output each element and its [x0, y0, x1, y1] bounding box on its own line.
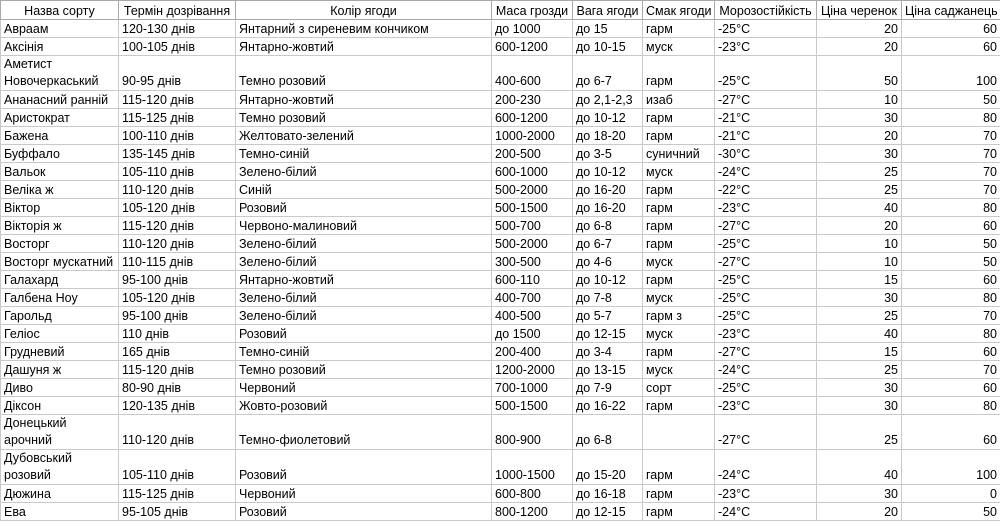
cell-frost[interactable]: -25°C [715, 289, 817, 307]
cell-color[interactable]: Червоний [236, 379, 492, 397]
cell-cutting-price[interactable]: 20 [817, 20, 902, 38]
cell-name[interactable] [1, 20, 119, 38]
cell-name-line: Аметист [4, 57, 53, 71]
cell-seedling-price[interactable]: 70 [902, 181, 1000, 199]
header-cell-weight[interactable]: Вага ягоди [573, 1, 643, 20]
cell-seedling-price[interactable]: 80 [902, 109, 1000, 127]
cell-mass[interactable]: 500-2000 [492, 181, 573, 199]
cell-name[interactable] [1, 217, 119, 235]
cell-color[interactable]: Зелено-білий [236, 163, 492, 181]
cell-name-line: Бажена [4, 129, 49, 143]
cell-seedling-price[interactable]: 70 [902, 361, 1000, 379]
table-row [1, 109, 1000, 127]
cell-name-line: Восторг [4, 237, 50, 251]
cell-weight[interactable]: до 16-22 [573, 397, 643, 415]
cell-taste[interactable]: гарм [643, 450, 715, 485]
cell-name-line: Аксінія [4, 40, 44, 54]
cell-weight[interactable]: до 16-18 [573, 485, 643, 503]
table-row [1, 397, 1000, 415]
table-row [1, 325, 1000, 343]
table-row [1, 361, 1000, 379]
cell-term[interactable]: 115-125 днів [119, 485, 236, 503]
cell-frost[interactable]: -22°C [715, 181, 817, 199]
table-row [1, 415, 1000, 450]
cell-name[interactable] [1, 361, 119, 379]
cell-mass[interactable]: 500-1500 [492, 199, 573, 217]
cell-name-line: Буффало [4, 147, 60, 161]
cell-taste[interactable]: муск [643, 325, 715, 343]
table-row [1, 503, 1000, 521]
cell-name-line: Галахард [4, 273, 59, 287]
cell-cutting-price[interactable]: 40 [817, 325, 902, 343]
cell-name[interactable] [1, 163, 119, 181]
cell-term[interactable]: 110-115 днів [119, 253, 236, 271]
cell-cutting-price[interactable]: 30 [817, 289, 902, 307]
cell-term[interactable]: 115-120 днів [119, 91, 236, 109]
cell-seedling-price[interactable]: 80 [902, 289, 1000, 307]
cell-frost[interactable]: -24°C [715, 503, 817, 521]
cell-mass[interactable]: 200-500 [492, 145, 573, 163]
cell-taste[interactable]: изаб [643, 91, 715, 109]
cell-frost[interactable]: -25°C [715, 379, 817, 397]
cell-name[interactable] [1, 307, 119, 325]
cell-name[interactable] [1, 199, 119, 217]
cell-name[interactable] [1, 56, 119, 91]
cell-frost[interactable]: -23°C [715, 485, 817, 503]
cell-cutting-price[interactable]: 30 [817, 397, 902, 415]
cell-cutting-price[interactable]: 40 [817, 450, 902, 485]
cell-frost[interactable]: -24°C [715, 450, 817, 485]
cell-name-line: Аристократ [4, 111, 70, 125]
cell-name[interactable] [1, 253, 119, 271]
cell-cutting-price[interactable]: 25 [817, 415, 902, 450]
cell-name[interactable] [1, 325, 119, 343]
cell-frost[interactable]: -24°C [715, 361, 817, 379]
cell-cutting-price[interactable]: 10 [817, 91, 902, 109]
cell-seedling-price[interactable]: 70 [902, 307, 1000, 325]
cell-weight[interactable]: до 4-6 [573, 253, 643, 271]
cell-weight[interactable]: до 12-15 [573, 503, 643, 521]
cell-cutting-price[interactable]: 40 [817, 199, 902, 217]
cell-mass[interactable]: 200-230 [492, 91, 573, 109]
cell-taste[interactable]: гарм з [643, 307, 715, 325]
cell-term[interactable]: 120-130 днів [119, 20, 236, 38]
cell-weight[interactable]: до 3-4 [573, 343, 643, 361]
cell-name[interactable] [1, 181, 119, 199]
cell-weight[interactable]: до 7-9 [573, 379, 643, 397]
cell-name-line: Геліос [4, 327, 40, 341]
cell-cutting-price[interactable]: 15 [817, 343, 902, 361]
cell-weight[interactable]: до 10-12 [573, 271, 643, 289]
cell-color[interactable]: Зелено-білий [236, 235, 492, 253]
cell-mass[interactable]: 500-1500 [492, 397, 573, 415]
cell-term[interactable]: 105-120 днів [119, 199, 236, 217]
header-row [1, 1, 1000, 20]
cell-name[interactable] [1, 450, 119, 485]
cell-weight[interactable]: до 16-20 [573, 199, 643, 217]
cell-mass[interactable]: 400-700 [492, 289, 573, 307]
cell-color[interactable]: Темно розовий [236, 56, 492, 91]
cell-frost[interactable]: -27°C [715, 253, 817, 271]
cell-color[interactable]: Желтовато-зелений [236, 127, 492, 145]
cell-mass[interactable]: 600-800 [492, 485, 573, 503]
cell-weight[interactable]: до 5-7 [573, 307, 643, 325]
cell-frost[interactable]: -27°C [715, 415, 817, 450]
cell-term[interactable]: 95-100 днів [119, 307, 236, 325]
cell-taste[interactable]: гарм [643, 235, 715, 253]
cell-cutting-price[interactable]: 25 [817, 163, 902, 181]
cell-taste[interactable]: муск [643, 289, 715, 307]
cell-frost[interactable]: -27°C [715, 91, 817, 109]
cell-cutting-price[interactable]: 25 [817, 361, 902, 379]
cell-mass[interactable]: 400-500 [492, 307, 573, 325]
cell-color[interactable]: Жовто-розовий [236, 397, 492, 415]
cell-seedling-price[interactable]: 100 [902, 450, 1000, 485]
cell-term[interactable]: 95-105 днів [119, 503, 236, 521]
cell-weight[interactable]: до 6-7 [573, 235, 643, 253]
cell-color[interactable]: Розовий [236, 503, 492, 521]
cell-taste[interactable]: суничний [643, 145, 715, 163]
cell-mass[interactable]: 300-500 [492, 253, 573, 271]
cell-name[interactable] [1, 343, 119, 361]
cell-seedling-price[interactable]: 80 [902, 325, 1000, 343]
cell-name-line: Донецький [4, 416, 67, 430]
cell-color[interactable]: Червоно-малиновий [236, 217, 492, 235]
table-row [1, 307, 1000, 325]
cell-weight[interactable]: до 2,1-2,3 [573, 91, 643, 109]
cell-taste[interactable]: гарм [643, 127, 715, 145]
cell-cutting-price[interactable]: 50 [817, 56, 902, 91]
cell-cutting-price[interactable]: 30 [817, 379, 902, 397]
cell-name-line: Дюжина [4, 487, 51, 501]
cell-mass[interactable]: 400-600 [492, 56, 573, 91]
table-row [1, 289, 1000, 307]
cell-taste[interactable]: гарм [643, 109, 715, 127]
table-row [1, 145, 1000, 163]
cell-term[interactable]: 90-95 днів [119, 56, 236, 91]
header-cell-color[interactable]: Колір ягоди [236, 1, 492, 20]
cell-term[interactable]: 100-110 днів [119, 127, 236, 145]
cell-frost[interactable]: -30°C [715, 145, 817, 163]
cell-weight[interactable]: до 15-20 [573, 450, 643, 485]
cell-seedling-price[interactable]: 60 [902, 217, 1000, 235]
cell-taste[interactable]: сорт [643, 379, 715, 397]
cell-taste[interactable]: гарм [643, 217, 715, 235]
cell-mass[interactable]: 500-2000 [492, 235, 573, 253]
header-cell-taste[interactable]: Смак ягоди [643, 1, 715, 20]
cell-cutting-price[interactable]: 20 [817, 503, 902, 521]
table-row [1, 450, 1000, 485]
table-row [1, 199, 1000, 217]
cell-weight[interactable]: до 7-8 [573, 289, 643, 307]
cell-color[interactable]: Синій [236, 181, 492, 199]
cell-cutting-price[interactable]: 10 [817, 235, 902, 253]
cell-name[interactable] [1, 127, 119, 145]
cell-name[interactable] [1, 503, 119, 521]
cell-mass[interactable]: 600-110 [492, 271, 573, 289]
cell-mass[interactable]: 600-1000 [492, 163, 573, 181]
cell-cutting-price[interactable]: 10 [817, 253, 902, 271]
cell-weight[interactable]: до 6-7 [573, 56, 643, 91]
cell-frost[interactable]: -25°C [715, 271, 817, 289]
cell-name-line: Диво [4, 381, 33, 395]
cell-term[interactable]: 110 днів [119, 325, 236, 343]
cell-term[interactable]: 165 днів [119, 343, 236, 361]
table-row [1, 91, 1000, 109]
cell-name-line: Ева [4, 505, 26, 519]
cell-seedling-price[interactable]: 60 [902, 271, 1000, 289]
cell-name-line: Грудневий [4, 345, 65, 359]
cell-frost[interactable]: -25°C [715, 235, 817, 253]
cell-term[interactable]: 120-135 днів [119, 397, 236, 415]
cell-seedling-price[interactable]: 50 [902, 91, 1000, 109]
cell-name[interactable] [1, 91, 119, 109]
cell-mass[interactable]: 200-400 [492, 343, 573, 361]
cell-seedling-price[interactable]: 70 [902, 145, 1000, 163]
cell-seedling-price[interactable]: 60 [902, 415, 1000, 450]
cell-mass[interactable]: 1000-1500 [492, 450, 573, 485]
cell-mass[interactable]: 1000-2000 [492, 127, 573, 145]
cell-taste[interactable]: гарм [643, 20, 715, 38]
table-row [1, 379, 1000, 397]
cell-color[interactable]: Янтарно-жовтий [236, 271, 492, 289]
cell-seedling-price[interactable]: 60 [902, 379, 1000, 397]
table-row [1, 217, 1000, 235]
cell-term[interactable]: 100-105 днів [119, 38, 236, 56]
table-row [1, 271, 1000, 289]
cell-mass[interactable]: до 1500 [492, 325, 573, 343]
cell-term[interactable]: 110-120 днів [119, 235, 236, 253]
cell-mass[interactable]: 600-1200 [492, 38, 573, 56]
cell-name-line: Ананасний ранній [4, 93, 109, 107]
table-row [1, 56, 1000, 91]
cell-color[interactable]: Зелено-білий [236, 253, 492, 271]
cell-name-line: Восторг мускатний [4, 255, 114, 269]
cell-weight[interactable]: до 10-15 [573, 38, 643, 56]
cell-taste[interactable]: гарм [643, 343, 715, 361]
cell-name-line: Новочеркаський [4, 74, 99, 88]
cell-weight[interactable]: до 6-8 [573, 415, 643, 450]
cell-frost[interactable]: -23°C [715, 325, 817, 343]
cell-color[interactable]: Зелено-білий [236, 289, 492, 307]
cell-taste[interactable]: гарм [643, 56, 715, 91]
cell-seedling-price[interactable]: 50 [902, 235, 1000, 253]
cell-mass[interactable]: 500-700 [492, 217, 573, 235]
cell-color[interactable]: Розовий [236, 199, 492, 217]
cell-term[interactable]: 115-125 днів [119, 109, 236, 127]
cell-name-line: Вальок [4, 165, 46, 179]
cell-cutting-price[interactable]: 30 [817, 145, 902, 163]
cell-name[interactable] [1, 145, 119, 163]
cell-name[interactable] [1, 109, 119, 127]
cell-frost[interactable]: -21°C [715, 127, 817, 145]
cell-name-line: Галбена Ноу [4, 291, 78, 305]
table-row [1, 127, 1000, 145]
header-cell-term[interactable]: Термін дозрівання [119, 1, 236, 20]
cell-name-line: арочний [4, 433, 52, 447]
cell-color[interactable]: Зелено-білий [236, 307, 492, 325]
cell-name-line: Віктор [4, 201, 41, 215]
header-cell-cutting-price[interactable]: Ціна черенок [817, 1, 902, 20]
cell-term[interactable]: 95-100 днів [119, 271, 236, 289]
cell-name-line: Дубовський [4, 451, 72, 465]
cell-seedling-price[interactable]: 70 [902, 127, 1000, 145]
cell-seedling-price[interactable]: 60 [902, 38, 1000, 56]
cell-color[interactable]: Червоний [236, 485, 492, 503]
cell-color[interactable]: Янтарно-жовтий [236, 38, 492, 56]
cell-cutting-price[interactable]: 25 [817, 181, 902, 199]
cell-taste[interactable] [643, 415, 715, 450]
table-row [1, 343, 1000, 361]
cell-weight[interactable]: до 12-15 [573, 325, 643, 343]
cell-cutting-price[interactable]: 30 [817, 109, 902, 127]
cell-name-line: Авраам [4, 22, 49, 36]
cell-seedling-price[interactable]: 100 [902, 56, 1000, 91]
cell-name-line: Вікторія ж [4, 219, 62, 233]
cell-name[interactable] [1, 289, 119, 307]
cell-weight[interactable]: до 18-20 [573, 127, 643, 145]
cell-taste[interactable]: гарм [643, 199, 715, 217]
cell-cutting-price[interactable]: 25 [817, 307, 902, 325]
cell-weight[interactable]: до 10-12 [573, 109, 643, 127]
cell-mass[interactable]: 800-1200 [492, 503, 573, 521]
table-row [1, 253, 1000, 271]
cell-mass[interactable]: 700-1000 [492, 379, 573, 397]
cell-taste[interactable]: муск [643, 163, 715, 181]
cell-weight[interactable]: до 3-5 [573, 145, 643, 163]
cell-term[interactable]: 105-110 днів [119, 163, 236, 181]
cell-color[interactable]: Темно-синій [236, 343, 492, 361]
cell-taste[interactable]: гарм [643, 397, 715, 415]
cell-frost[interactable]: -27°C [715, 343, 817, 361]
cell-weight[interactable]: до 13-15 [573, 361, 643, 379]
table-row [1, 38, 1000, 56]
cell-mass[interactable]: до 1000 [492, 20, 573, 38]
cell-frost[interactable]: -23°C [715, 199, 817, 217]
cell-color[interactable]: Янтарно-жовтий [236, 91, 492, 109]
cell-frost[interactable]: -27°C [715, 217, 817, 235]
table-row [1, 485, 1000, 503]
cell-name[interactable] [1, 38, 119, 56]
cell-weight[interactable]: до 16-20 [573, 181, 643, 199]
cell-taste[interactable]: муск [643, 38, 715, 56]
cell-name[interactable] [1, 485, 119, 503]
cell-mass[interactable]: 600-1200 [492, 109, 573, 127]
cell-taste[interactable]: гарм [643, 485, 715, 503]
cell-name-line: Веліка ж [4, 183, 54, 197]
table-row [1, 181, 1000, 199]
cell-frost[interactable]: -21°C [715, 109, 817, 127]
cell-term[interactable]: 105-120 днів [119, 289, 236, 307]
cell-color[interactable]: Темно-фиолетовий [236, 415, 492, 450]
cell-color[interactable]: Темно розовий [236, 109, 492, 127]
cell-term[interactable]: 105-110 днів [119, 450, 236, 485]
cell-seedling-price[interactable]: 50 [902, 253, 1000, 271]
cell-color[interactable]: Янтарний з сиреневим кончиком [236, 20, 492, 38]
cell-color[interactable]: Розовий [236, 450, 492, 485]
cell-seedling-price[interactable]: 60 [902, 20, 1000, 38]
header-cell-name[interactable]: Назва сорту [1, 1, 119, 20]
cell-weight[interactable]: до 6-8 [573, 217, 643, 235]
cell-taste[interactable]: гарм [643, 271, 715, 289]
cell-seedling-price[interactable]: 50 [902, 503, 1000, 521]
header-cell-frost[interactable]: Морозостійкість [715, 1, 817, 20]
cell-cutting-price[interactable]: 20 [817, 127, 902, 145]
cell-seedling-price[interactable]: 70 [902, 163, 1000, 181]
cell-term[interactable]: 80-90 днів [119, 379, 236, 397]
cell-name-line: розовий [4, 468, 51, 482]
cell-weight[interactable]: до 15 [573, 20, 643, 38]
cell-cutting-price[interactable]: 20 [817, 217, 902, 235]
cell-frost[interactable]: -24°C [715, 163, 817, 181]
cell-seedling-price[interactable]: 80 [902, 199, 1000, 217]
cell-name[interactable] [1, 271, 119, 289]
cell-seedling-price[interactable]: 60 [902, 343, 1000, 361]
cell-color[interactable]: Темно розовий [236, 361, 492, 379]
cell-seedling-price[interactable]: 0 [902, 485, 1000, 503]
header-cell-mass[interactable]: Маса грозди [492, 1, 573, 20]
cell-mass[interactable]: 1200-2000 [492, 361, 573, 379]
cell-color[interactable]: Темно-синій [236, 145, 492, 163]
cell-color[interactable]: Розовий [236, 325, 492, 343]
cell-name[interactable] [1, 379, 119, 397]
cell-term[interactable]: 135-145 днів [119, 145, 236, 163]
cell-mass[interactable]: 800-900 [492, 415, 573, 450]
header-cell-seedling-price[interactable]: Ціна саджанець [902, 1, 1000, 20]
cell-frost[interactable]: -23°C [715, 38, 817, 56]
cell-weight[interactable]: до 10-12 [573, 163, 643, 181]
cell-name[interactable] [1, 235, 119, 253]
cell-frost[interactable]: -25°C [715, 56, 817, 91]
cell-frost[interactable]: -25°C [715, 307, 817, 325]
cell-cutting-price[interactable]: 20 [817, 38, 902, 56]
table-row [1, 20, 1000, 38]
cell-name-line: Гарольд [4, 309, 52, 323]
table-row [1, 235, 1000, 253]
cell-term[interactable]: 115-120 днів [119, 217, 236, 235]
cell-taste[interactable]: гарм [643, 181, 715, 199]
cell-term[interactable]: 110-120 днів [119, 181, 236, 199]
cell-seedling-price[interactable]: 80 [902, 397, 1000, 415]
table-row [1, 163, 1000, 181]
cell-name[interactable] [1, 397, 119, 415]
cell-taste[interactable]: гарм [643, 503, 715, 521]
cell-taste[interactable]: муск [643, 361, 715, 379]
cell-frost[interactable]: -23°C [715, 397, 817, 415]
cell-term[interactable]: 110-120 днів [119, 415, 236, 450]
cell-term[interactable]: 115-120 днів [119, 361, 236, 379]
cell-frost[interactable]: -25°C [715, 20, 817, 38]
cell-name-line: Дашуня ж [4, 363, 62, 377]
cell-taste[interactable]: муск [643, 253, 715, 271]
cell-name[interactable] [1, 415, 119, 450]
cell-name-line: Діксон [4, 399, 42, 413]
cell-cutting-price[interactable]: 15 [817, 271, 902, 289]
cell-cutting-price[interactable]: 30 [817, 485, 902, 503]
